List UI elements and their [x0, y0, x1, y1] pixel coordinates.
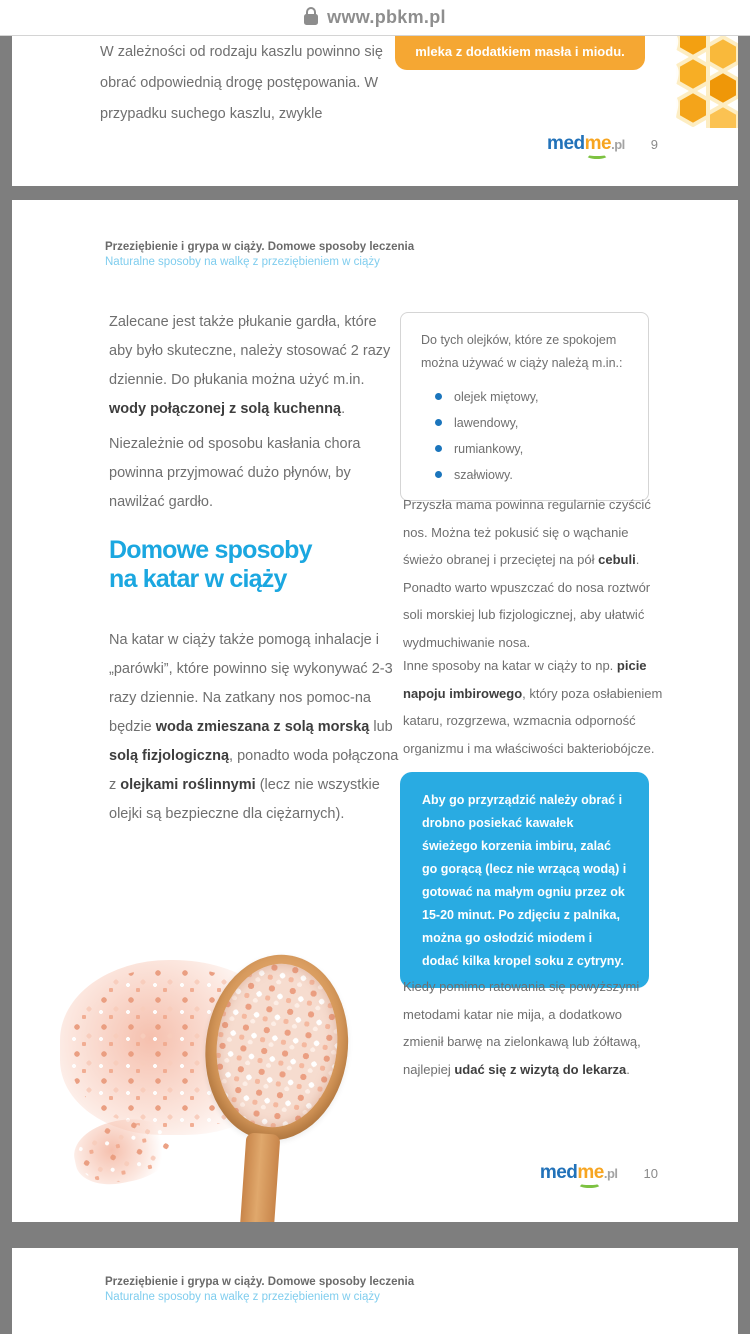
medme-logo — [540, 1162, 618, 1184]
essential-oils-list — [435, 384, 630, 488]
page10-footer — [540, 1162, 658, 1184]
left-paragraph-3: Na katar w ciąży także pomogą inhalacje i „parówki”, które powinno się wykonywać 2-3 razy dziennie. Na zatkany nos pomoc-na będzie woda zmieszana z solą morską lub solą fizjologiczną, ponadto woda połączona z olejkami roślinnymi (lecz nie wszystkie olejki są bezpieczne dla ciężarnych). — [109, 632, 399, 822]
spoon-bowl — [195, 947, 359, 1149]
list-item: lawendowy, — [435, 410, 630, 436]
breadcrumb — [105, 1275, 414, 1305]
medme-logo — [547, 133, 625, 155]
section-heading — [109, 536, 312, 594]
list-item: szałwiowy. — [435, 462, 630, 488]
browser-address-bar[interactable] — [0, 0, 750, 36]
logo-me-text: me — [584, 133, 612, 154]
logo-me — [577, 1162, 603, 1184]
page9-orange-callout — [395, 36, 645, 70]
spoon-handle — [237, 1132, 281, 1222]
ginger-recipe-text: Aby go przyrządzić należy obrać i drobno posiekać kawałek świeżego korzenia imbiru, zalać go gorącą (lecz nie wrzącą wodą) i gotować na małym ogniu przez ok 15-20 minut. Po zdjęciu z palnika, można go osłodzić miodem i dodać kilka kropel soku z cytryny. — [422, 793, 627, 968]
chapter-link[interactable]: Naturalne sposoby na walkę z przeziębieniem w ciąży — [105, 1291, 380, 1303]
logo-smile-icon — [578, 1180, 600, 1188]
browser-url[interactable]: www.pbkm.pl — [327, 7, 446, 27]
logo-me — [585, 133, 611, 155]
right-paragraph-1: Przyszła mama powinna regularnie czyścić nos. Można też pokusić się o wąchanie świeżo obranej i przeciętej na pół cebuli. Ponadto warto wpuszczać do nosa roztwór soli morskiej lub fizjologicznej, aby ułatwić wydmuchiwanie nosa. — [403, 497, 651, 650]
logo-me-text: me — [577, 1162, 604, 1183]
logo-tld: .pl — [611, 137, 625, 152]
essential-oils-info-box — [400, 312, 649, 501]
spoon-salt — [207, 957, 346, 1134]
section-heading-line1: Domowe sposoby — [109, 536, 312, 564]
page9-footer — [547, 133, 658, 155]
ginger-recipe-callout — [400, 772, 649, 988]
logo-tld: .pl — [603, 1166, 618, 1181]
page9-callout-text: mleka z dodatkiem masła i miodu. — [415, 44, 625, 59]
section-heading-line2: na katar w ciąży — [109, 565, 287, 593]
left-paragraph-2: Niezależnie od sposobu kasłania chora powinna przyjmować dużo płynów, by nawilżać gardło. — [109, 436, 361, 510]
pink-salt-spoon-image — [60, 925, 390, 1222]
chapter-link[interactable]: Naturalne sposoby na walkę z przeziębieniem w ciąży — [105, 256, 380, 268]
honeycomb-image — [668, 36, 738, 128]
left-paragraph-1: Zalecane jest także płukanie gardła, które aby było skuteczne, należy stosować 2 razy dziennie. Do płukania można użyć m.in. wody połączonej z solą kuchenną. — [109, 314, 391, 417]
page-number: 9 — [650, 137, 658, 152]
pdf-page-10 — [12, 200, 738, 1222]
logo-med: med — [547, 133, 585, 154]
page9-paragraph: W zależności od rodzaju kaszlu powinno się obrać odpowiednią drogę postępowania. W przypadku suchego kaszlu, zwykle — [100, 44, 383, 122]
breadcrumb — [105, 240, 414, 270]
logo-smile-icon — [586, 151, 608, 159]
page-number: 10 — [643, 1166, 658, 1181]
info-box-intro: Do tych olejków, które ze spokojem można używać w ciąży należą m.in.: — [421, 333, 623, 370]
pdf-page-11 — [12, 1248, 738, 1334]
list-item: rumiankowy, — [435, 436, 630, 462]
document-title: Przeziębienie i grypa w ciąży. Domowe sposoby leczenia — [105, 1276, 415, 1288]
right-paragraph-2: Inne sposoby na katar w ciąży to np. picie napoju imbirowego, który poza osłabieniem kataru, rozgrzewa, wzmacnia odporność organizmu i ma właściwości bakteriobójcze. — [403, 658, 663, 756]
document-title: Przeziębienie i grypa w ciąży. Domowe sposoby leczenia — [105, 241, 415, 253]
pdf-page-9 — [12, 36, 738, 186]
lock-icon — [304, 14, 318, 25]
list-item: olejek miętowy, — [435, 384, 630, 410]
logo-med: med — [539, 1162, 578, 1183]
right-paragraph-3: Kiedy pomimo ratowania się powyższymi metodami katar nie mija, a dodatkowo zmienił barwę na zielonkawą lub żółtawą, najlepiej udać się z wizytą do lekarza. — [403, 979, 641, 1077]
